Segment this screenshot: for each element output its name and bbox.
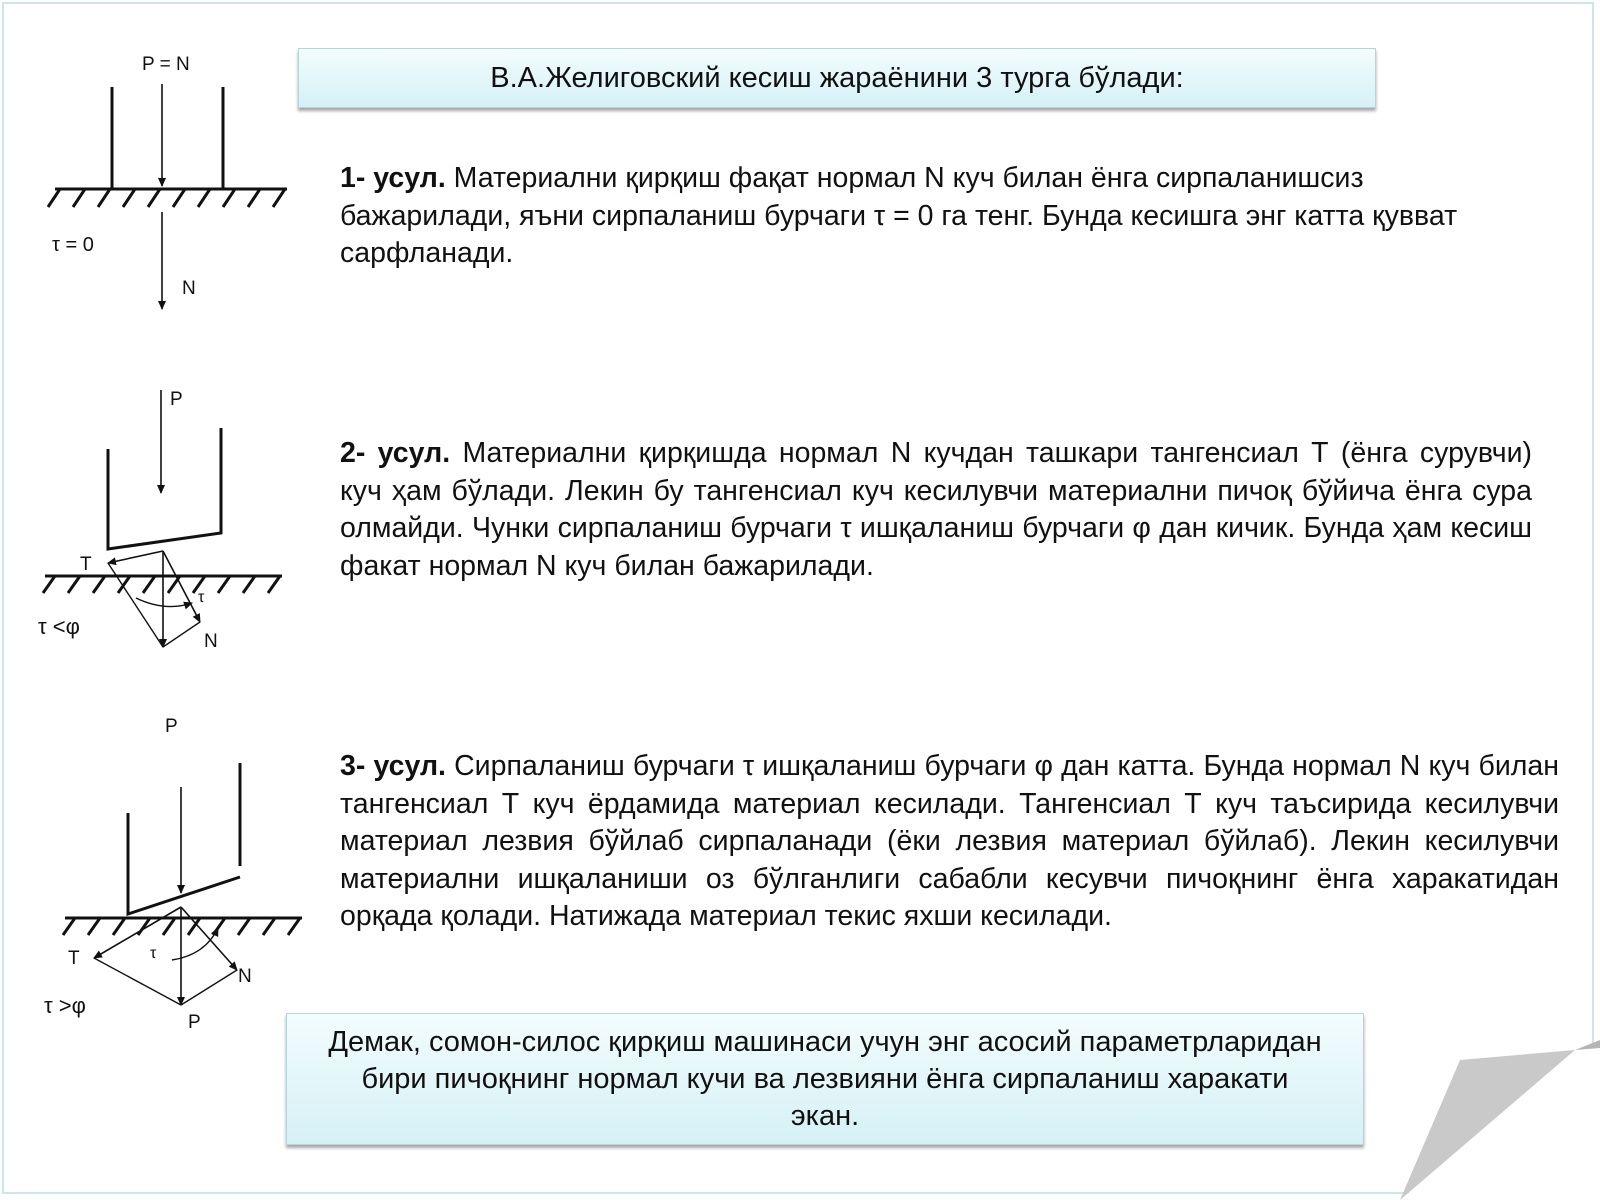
diagram-3 (63, 763, 302, 1005)
d3-resultant-label: P (188, 1012, 201, 1033)
method-3-text: Сирпаланиш бурчаги τ ишқаланиш бурчаги φ дан катта. Бунда нормал N куч билан тангенсиал Т куч ёрдамида материал кесилади. Тангенсиал Т куч таъсирида кесилувчи материал лезвия бўйлаб сирпаланади (ёки лезвия материал бўйлаб). Лекин кесилувчи материални ишқаланиши оз бўлганлиги сабабли кесувчи пичоқнинг ёнга харакатидан орқада қолади. Натижада материал текис яхши кесилади. (340, 750, 1560, 932)
d2-angle-label: τ (198, 589, 205, 606)
d1-normal-label: N (182, 278, 196, 299)
diagram-2 (43, 390, 282, 647)
d1-top-force-label: P = N (142, 54, 190, 75)
d3-normal-label: N (238, 966, 252, 987)
method-1-paragraph (340, 160, 1480, 273)
method-1-text: Материални қирқиш фақат нормал N куч билан ёнга сирпаланишсиз бажарилади, яъни сирпаланиш бурчаги τ = 0 га тенг. Бунда кесишга энг катта қувват сарфланади. (340, 162, 1458, 269)
conclusion-text: Демак, сомон-силос қирқиш машинаси учун энг асосий параметрларидан бири пичоқнинг нормал кучи ва лезвияни ёнга сирпаланиш харакати экан. (328, 1025, 1322, 1132)
d2-normal-label: N (204, 631, 218, 652)
slide-title: В.А.Желиговский кесиш жараёнини 3 турга бўлади: (490, 61, 1184, 94)
d3-tangent-label: T (68, 948, 80, 969)
method-2-label: 2- усул. (340, 437, 451, 469)
d2-tangent-label: T (80, 554, 92, 575)
method-1-label: 1- усул. (340, 162, 446, 194)
force-diagrams (0, 0, 320, 1040)
conclusion-banner (286, 1013, 1364, 1145)
d2-condition-label: τ <φ (38, 614, 80, 639)
method-2-paragraph (340, 435, 1532, 585)
d3-condition-label: τ >φ (44, 993, 86, 1018)
d3-angle-label: τ (150, 945, 157, 962)
d3-top-force-label: P (165, 716, 178, 737)
d2-top-force-label: P (170, 389, 183, 410)
method-3-label: 3- усул. (340, 750, 446, 782)
method-2-text: Материални қирқишда нормал N кучдан ташкари тангенсиал Т (ёнга сурувчи) куч ҳам бўлади. Лекин бу тангенсиал куч кесилувчи материални пичоқ бўйича ёнга сура олмайди. Чунки сирпаланиш бурчаги τ ишқаланиш бурчаги φ дан кичик. Бунда ҳам кесиш факат нормал N куч билан бажарилади. (340, 437, 1532, 582)
page-curl-decoration (1400, 1040, 1600, 1200)
d1-condition-label: τ = 0 (52, 234, 94, 256)
title-banner (298, 48, 1376, 108)
method-3-paragraph (340, 748, 1559, 936)
diagram-1 (48, 84, 287, 309)
